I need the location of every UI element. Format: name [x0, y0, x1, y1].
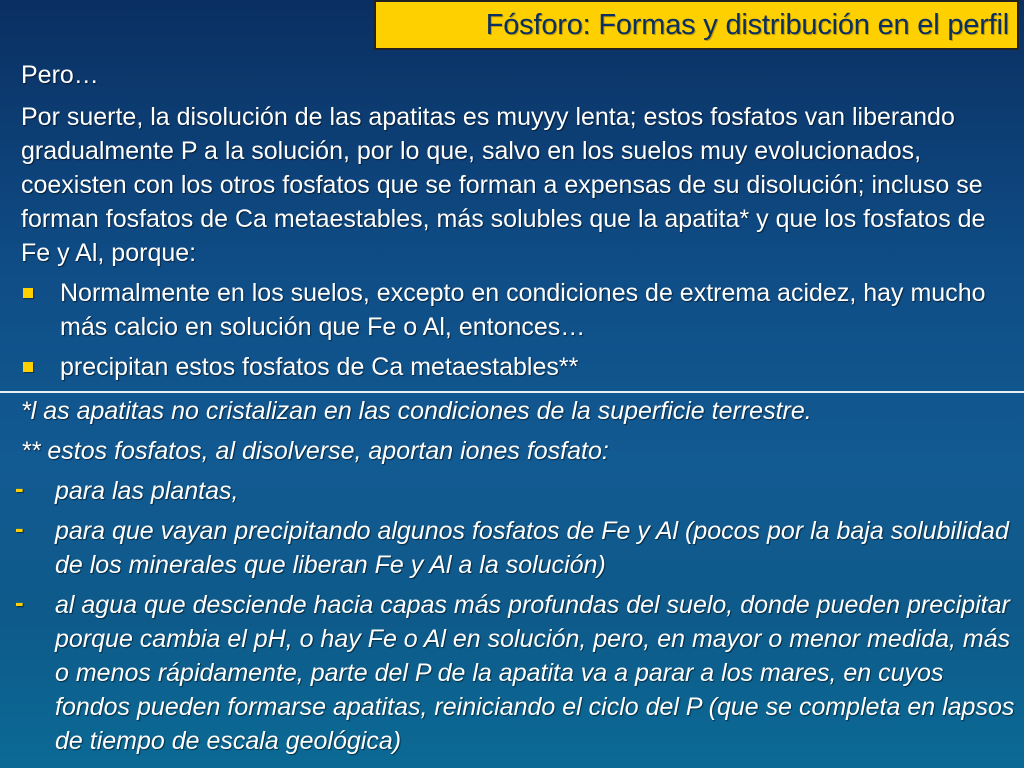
square-bullet-icon	[23, 362, 33, 372]
dash-bullet-icon: -	[15, 473, 24, 503]
bullet-text: precipitan estos fosfatos de Ca metaestables**	[60, 353, 579, 381]
main-content	[21, 58, 1021, 384]
footnotes	[15, 394, 1021, 758]
dash-item-text: para que vayan precipitando algunos fosfatos de Fe y Al (pocos por la baja solubilidad de los minerales que liberan Fe y Al a la solución)	[55, 517, 1009, 579]
dash-item	[15, 473, 1021, 508]
square-bullet-icon	[23, 288, 33, 298]
bullet-item	[21, 276, 1021, 344]
main-paragraph: Por suerte, la disolución de las apatitas es muyyy lenta; estos fosfatos van liberando gradualmente P a la solución, por lo que, salvo en los suelos muy evolucionados, coexisten con los otros fosfatos que se forman a expensas de su disolución; incluso se forman fosfatos de Ca metaestables, más solubles que la apatita* y que los fosfatos de Fe y Al, porque:	[21, 103, 986, 267]
title-box	[374, 0, 1019, 50]
dash-bullet-icon: -	[15, 587, 24, 617]
dash-item-text: al agua que desciende hacia capas más profundas del suelo, donde pueden precipitar porque cambia el pH, o hay Fe o Al en solución, pero, en mayor o menor medida, más o menos rápidamente, parte del P de la apatita va a parar a los mares, en cuyos fondos pueden formarse apatitas, reiniciando el ciclo del P (que se completa en lapsos de tiempo de escala geológica)	[55, 591, 1015, 755]
footnote-phosphate-ions: ** estos fosfatos, al disolverse, aportan iones fosfato:	[21, 437, 609, 465]
slide-title: Fósforo: Formas y distribución en el perfil	[485, 8, 1009, 41]
section-divider	[0, 391, 1024, 393]
bullet-text: Normalmente en los suelos, excepto en condiciones de extrema acidez, hay mucho más calcio en solución que Fe o Al, entonces…	[60, 279, 986, 341]
footnote-apatite: *l as apatitas no cristalizan en las condiciones de la superficie terrestre.	[21, 397, 812, 425]
dash-item	[15, 587, 1021, 758]
dash-item-text: para las plantas,	[55, 477, 239, 505]
intro-text: Pero…	[21, 61, 99, 89]
dash-bullet-icon: -	[15, 513, 24, 543]
bullet-item	[21, 350, 1021, 384]
dash-item	[15, 513, 1021, 582]
